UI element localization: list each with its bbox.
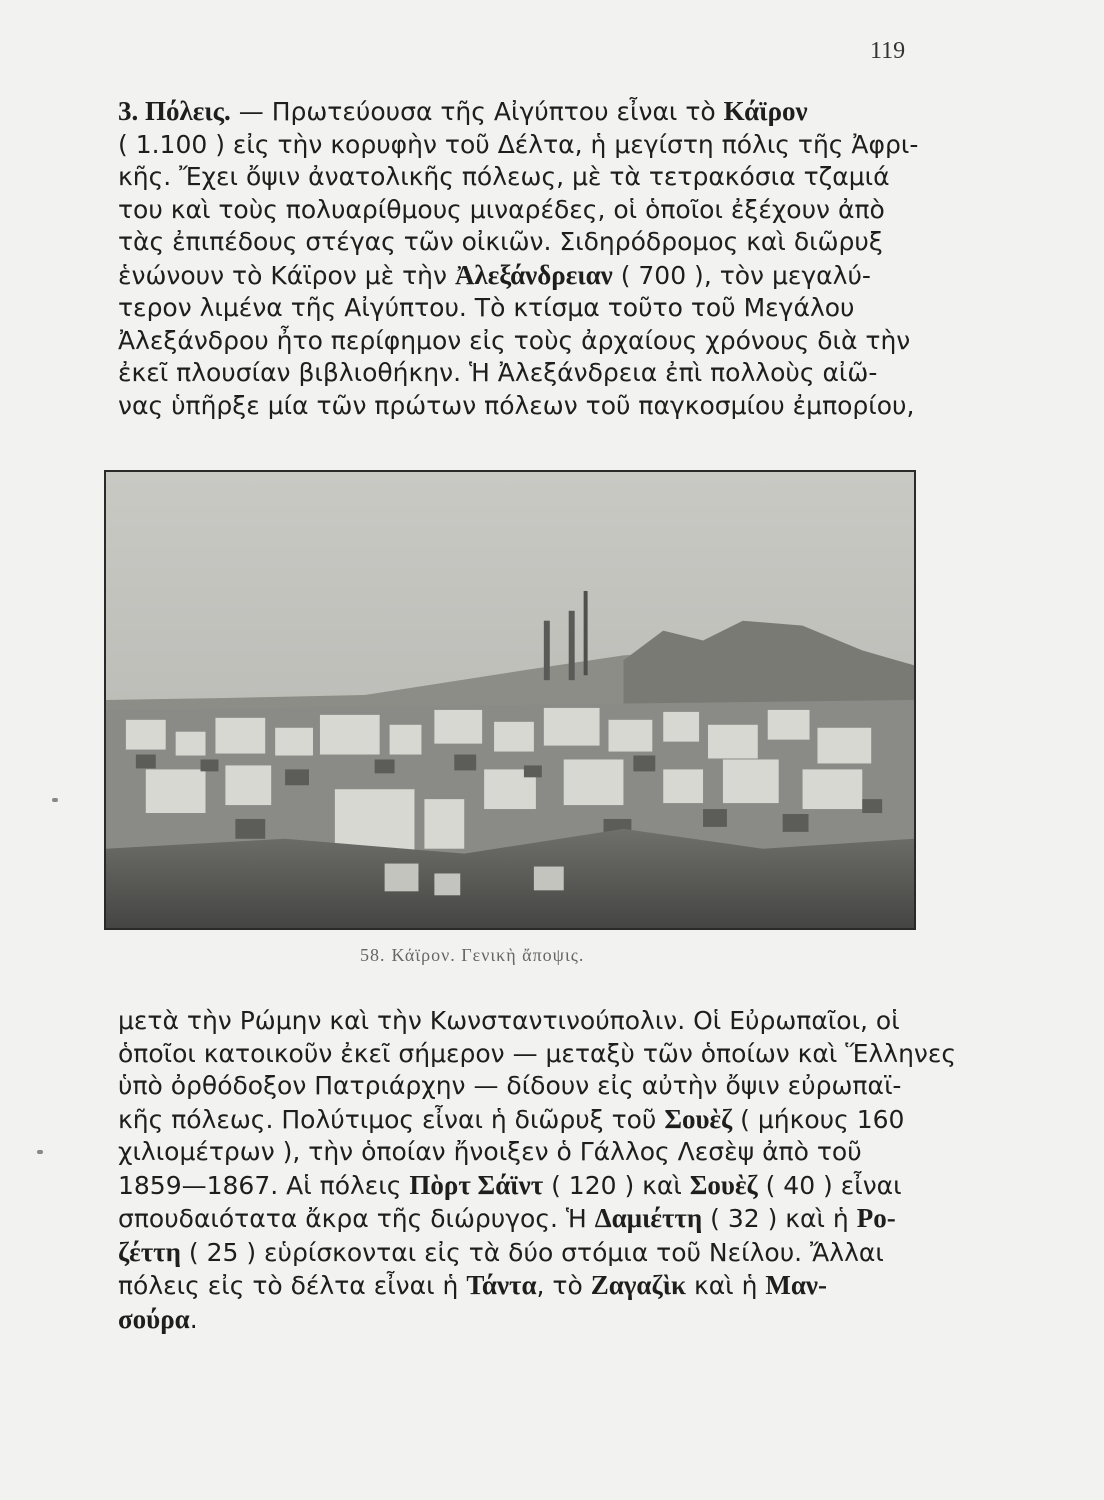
text-line — [118, 1269, 938, 1303]
text-run: ὁποῖοι κατοικοῦν ἐκεῖ σήμερον — μεταξὺ τῶν ὁποίων καὶ Ἕλληνες — [118, 1038, 957, 1068]
bold-place-name: Σουὲζ — [689, 1169, 758, 1200]
text-line — [118, 357, 938, 390]
text-run: κῆς πόλεως. Πολύτιμος εἶναι ἡ διῶρυξ τοῦ — [118, 1104, 665, 1134]
text-run: ( 25 ) εὑρίσκονται εἰς τὰ δύο στόμια τοῦ Νείλου. Ἄλλαι — [180, 1237, 884, 1267]
text-line — [118, 390, 938, 423]
text-run: 1859—1867. Αἱ πόλεις — [118, 1170, 410, 1200]
bold-place-name: Μαν- — [765, 1270, 827, 1300]
text-line — [118, 226, 938, 259]
bold-place-name: ζέττη — [118, 1236, 181, 1267]
text-run: μετὰ τὴν Ρώμην καὶ τὴν Κωνσταντινούπολιν. Οἱ Εὐρωπαῖοι, οἱ — [118, 1006, 900, 1035]
text-run: σπουδαιότατα ἄκρα τῆς διώρυγος. Ἡ — [118, 1204, 595, 1233]
bold-place-name: Κάϊρον — [723, 96, 808, 126]
text-run: ἑνώνουν τὸ Κάϊρον μὲ τὴν — [118, 260, 455, 290]
text-line — [118, 194, 938, 227]
section-heading: 3. Πόλεις. — [118, 96, 231, 126]
paragraph-bottom — [118, 1005, 957, 1336]
text-run: του καὶ τοὺς πολυαρίθμους μιναρέδες, οἱ ὁποῖοι ἐξέχουν ἀπὸ — [118, 194, 885, 224]
cairo-panorama-photo — [104, 470, 916, 930]
text-line — [118, 1169, 938, 1203]
text-run: ( μήκους 160 — [732, 1104, 905, 1134]
text-run: χιλιομέτρων ), τὴν ὁποίαν ἤνοιξεν ὁ Γάλλος Λεσὲψ ἀπὸ τοῦ — [118, 1137, 862, 1166]
figure-caption-text: Κάϊρον. Γενικὴ ἄποψις. — [391, 945, 585, 965]
figure-caption — [360, 945, 590, 966]
bold-place-name: σούρα — [118, 1303, 190, 1334]
text-run: ( 1.100 ) εἰς τὴν κορυφὴν τοῦ Δέλτα, ἡ μεγίστη πόλις τῆς Ἀφρι- — [118, 129, 919, 159]
text-line — [118, 1103, 938, 1137]
text-line — [118, 1038, 957, 1071]
page-smudge — [37, 1150, 43, 1154]
cairo-photo-illustration — [106, 472, 914, 928]
text-run: ( 120 ) καὶ — [543, 1170, 690, 1200]
text-line — [118, 1005, 938, 1038]
text-line — [118, 1070, 938, 1103]
bold-place-name: Πὸρτ Σάϊντ — [409, 1169, 544, 1200]
text-run: κῆς. Ἔχει ὄψιν ἀνατολικῆς πόλεως, μὲ τὰ τετρακόσια τζαμιά — [118, 162, 890, 191]
text-run: τὰς ἐπιπέδους στέγας τῶν οἰκιῶν. Σιδηρόδρομος καὶ διῶρυξ — [118, 227, 883, 256]
text-line — [118, 292, 938, 325]
text-run: ὑπὸ ὀρθόδοξον Πατριάρχην — δίδουν εἰς αὐτὴν ὄψιν εὐρωπαϊ- — [118, 1071, 902, 1100]
text-run: ( 700 ), τὸν μεγαλύ- — [612, 260, 871, 290]
text-run: καὶ ἡ — [686, 1271, 766, 1300]
text-line — [118, 1303, 938, 1337]
text-run: — Πρωτεύουσα τῆς Αἰγύπτου εἶναι τὸ — [230, 97, 724, 126]
bold-place-name: Τάντα — [466, 1270, 537, 1300]
text-run: . — [189, 1304, 198, 1334]
bold-place-name: Ρο- — [856, 1203, 896, 1233]
text-line — [118, 95, 938, 129]
text-run: ( 32 ) καὶ ἡ — [702, 1204, 857, 1233]
bold-place-name: Ἀλεξάνδρειαν — [454, 259, 613, 290]
text-run: ἐκεῖ πλουσίαν βιβλιοθήκην. Ἡ Ἀλεξάνδρεια ἐπὶ πολλοὺς αἰῶ- — [118, 358, 878, 387]
text-line — [118, 1136, 938, 1169]
text-run: , τὸ — [536, 1271, 591, 1300]
text-line — [118, 1236, 938, 1270]
text-line — [118, 1202, 938, 1236]
page-smudge — [52, 798, 58, 802]
bold-place-name: Σουὲζ — [664, 1103, 733, 1134]
paragraph-top — [118, 95, 938, 422]
text-line — [118, 325, 938, 358]
text-run: Ἀλεξάνδρου ἦτο περίφημον εἰς τοὺς ἀρχαίους χρόνους διὰ τὴν — [118, 325, 911, 355]
bold-place-name: Δαμιέττη — [594, 1203, 703, 1233]
text-run: πόλεις εἰς τὸ δέλτα εἶναι ἡ — [118, 1271, 467, 1300]
figure-number: 58. — [360, 945, 386, 965]
text-run: ( 40 ) εἶναι — [757, 1170, 902, 1200]
text-line — [118, 161, 938, 194]
text-line — [118, 259, 938, 293]
bold-place-name: Ζαγαζὶκ — [590, 1270, 687, 1300]
text-run: τερον λιμένα τῆς Αἰγύπτου. Τὸ κτίσμα τοῦτο τοῦ Μεγάλου — [118, 293, 855, 322]
text-line — [118, 129, 938, 162]
text-run: νας ὑπῆρξε μία τῶν πρώτων πόλεων τοῦ παγκοσμίου ἐμπορίου, — [118, 390, 915, 420]
page-number: 119 — [870, 38, 906, 64]
